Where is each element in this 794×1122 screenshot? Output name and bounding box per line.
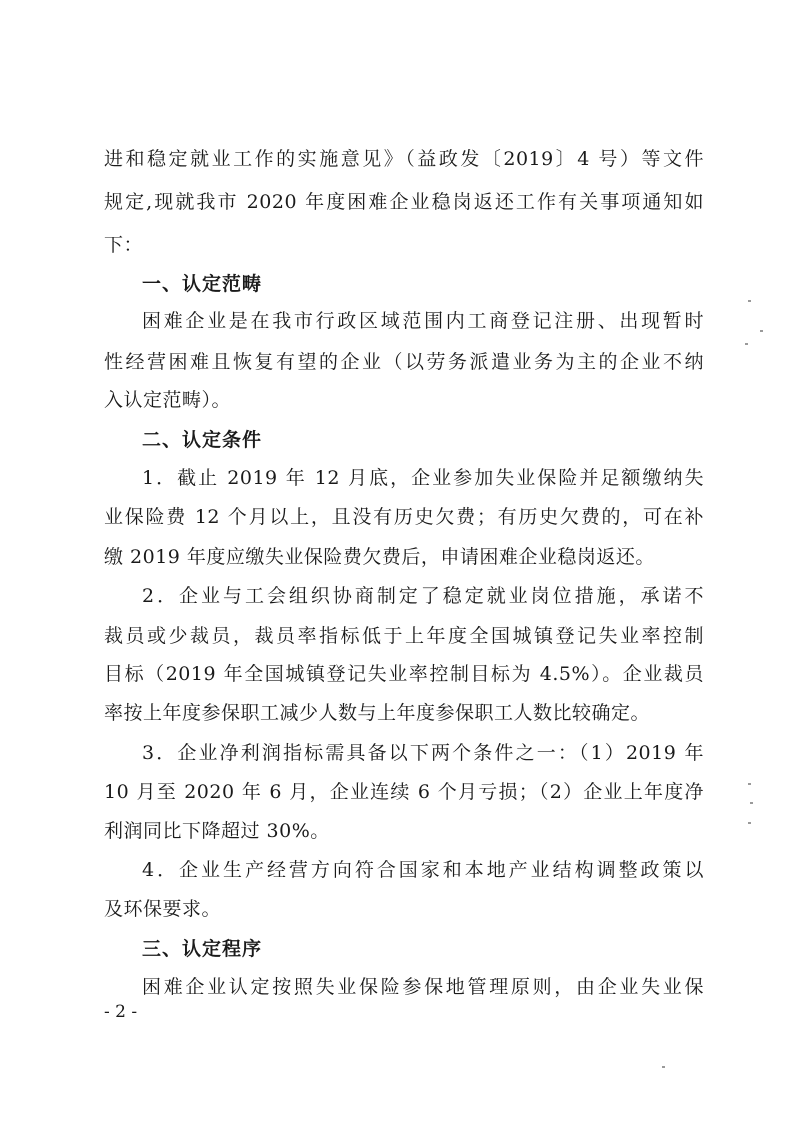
section-heading-1: 一、认定范畴: [142, 273, 263, 295]
body-line: 困难企业认定按照失业保险参保地管理原则，由企业失业保: [142, 976, 704, 998]
body-line: 困难企业是在我市行政区域范围内工商登记注册、出现暂时: [142, 310, 704, 332]
body-line: 进和稳定就业工作的实施意见》（益政发〔2019〕4 号）等文件: [104, 148, 704, 170]
body-line: 10 月至 2020 年 6 月，企业连续 6 个月亏损；（2）企业上年度净: [104, 781, 704, 803]
body-line: 缴 2019 年度应缴失业保险费欠费后，申请困难企业稳岗返还。: [104, 546, 655, 568]
section-heading-3: 三、认定程序: [142, 938, 263, 960]
body-line: 性经营困难且恢复有望的企业（以劳务派遣业务为主的企业不纳: [104, 351, 704, 373]
body-line: 4．企业生产经营方向符合国家和本地产业结构调整政策以: [142, 859, 704, 881]
scan-speck: [748, 822, 751, 824]
scan-speck: [748, 783, 751, 785]
body-line: 目标（2019 年全国城镇登记失业率控制目标为 4.5%）。企业裁员: [104, 663, 704, 685]
body-line: 入认定范畴）。: [104, 389, 232, 411]
body-line: 利润同比下降超过 30%。: [104, 820, 330, 842]
scan-speck: [750, 802, 753, 804]
body-line: 1．截止 2019 年 12 月底，企业参加失业保险并足额缴纳失: [142, 467, 704, 489]
body-line: 规定,现就我市 2020 年度困难企业稳岗返还工作有关事项通知如: [104, 191, 704, 213]
scan-speck: [748, 300, 751, 302]
body-line: 裁员或少裁员，裁员率指标低于上年度全国城镇登记失业率控制: [104, 625, 704, 647]
page-number: - 2 -: [104, 1002, 138, 1022]
scan-speck: [745, 343, 748, 345]
body-line: 3．企业净利润指标需具备以下两个条件之一：（1）2019 年: [142, 742, 704, 764]
body-line: 及环保要求。: [104, 898, 222, 920]
scan-speck: [662, 1066, 665, 1068]
body-line: 2．企业与工会组织协商制定了稳定就业岗位措施，承诺不: [142, 585, 704, 607]
body-line: 下：: [104, 234, 144, 256]
body-line: 率按上年度参保职工减少人数与上年度参保职工人数比较确定。: [104, 702, 651, 724]
body-line: 业保险费 12 个月以上，且没有历史欠费；有历史欠费的，可在补: [104, 506, 704, 528]
scan-speck: [760, 330, 763, 332]
section-heading-2: 二、认定条件: [142, 429, 263, 451]
